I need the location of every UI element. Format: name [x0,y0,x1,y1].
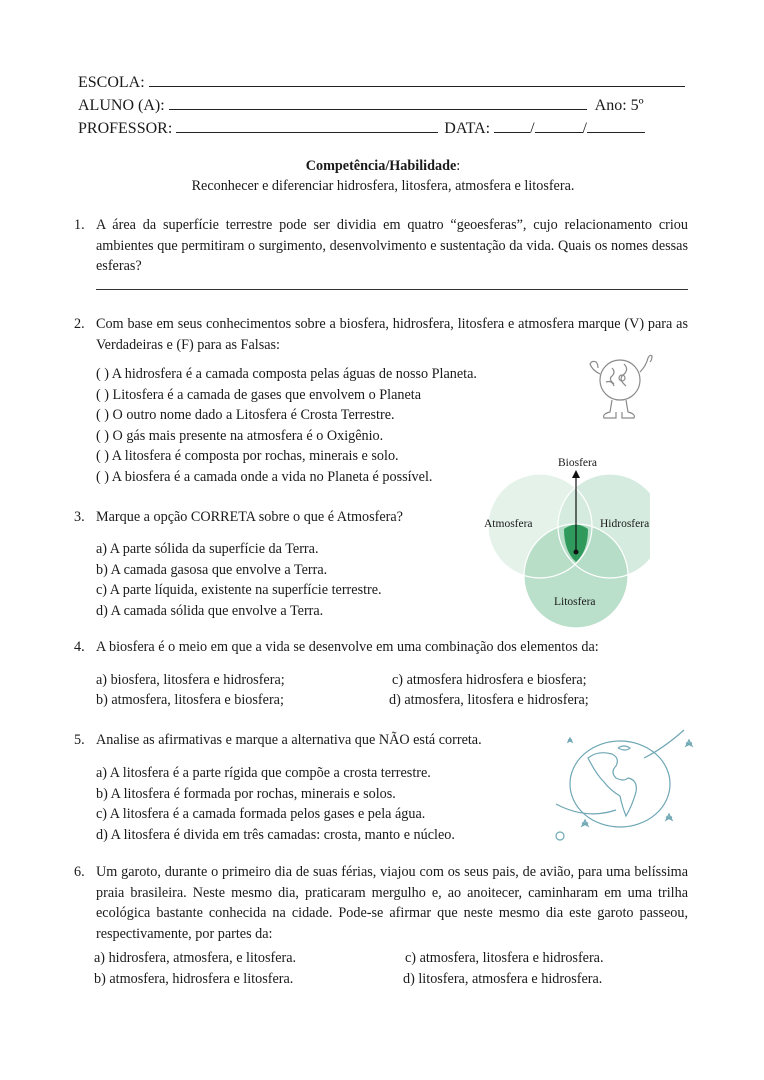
earth-globe-icon [548,728,708,848]
q2-text: Com base em seus conhecimentos sobre a biosfera, hidrosfera, litosfera e atmosfera marque (V) para as Verdadeiras e (F) para as Falsas: [96,316,688,353]
teacher-blank[interactable] [176,118,438,133]
q4-option-b[interactable]: b) atmosfera, litosfera e biosfera; [96,692,284,708]
geosphere-venn-diagram [480,456,650,636]
teacher-date-field [78,118,645,138]
cartoon-earth-icon [584,350,654,425]
q4-number: 4. [74,639,85,655]
diagram-label-atmosfera: Atmosfera [484,518,533,530]
q6-option-a[interactable]: a) hidrosfera, atmosfera, e litosfera. [94,950,297,966]
q5-option-a[interactable]: a) A litosfera é a parte rígida que compõe a crosta terrestre. [96,765,431,781]
q3-number: 3. [74,509,85,525]
q2-item[interactable]: ( ) Litosfera é a camada de gases que envolvem o Planeta [96,387,421,403]
q4-option-c[interactable]: c) atmosfera hidrosfera e biosfera; [392,672,587,688]
student-blank[interactable] [169,95,587,110]
q2-item[interactable]: ( ) A litosfera é composta por rochas, minerais e solo. [96,448,399,464]
school-label: ESCOLA: [78,74,145,91]
school-blank[interactable] [149,72,685,87]
q2-item[interactable]: ( ) O gás mais presente na atmosfera é o Oxigênio. [96,428,384,444]
q5-number: 5. [74,732,85,748]
q1-answer-line[interactable] [96,289,688,290]
q4-option-a[interactable]: a) biosfera, litosfera e hidrosfera; [96,672,285,688]
q5-option-b[interactable]: b) A litosfera é formada por rochas, minerais e solos. [96,786,396,802]
teacher-label: PROFESSOR: [78,120,173,137]
date-separator: / [582,120,587,137]
date-separator: / [530,120,535,137]
q2-item[interactable]: ( ) O outro nome dado a Litosfera é Crosta Terrestre. [96,407,395,423]
q6-number: 6. [74,864,85,880]
q5-text: Analise as afirmativas e marque a alternativa que NÃO está correta. [96,732,482,748]
q5-option-c[interactable]: c) A litosfera é a camada formada pelos gases e pela água. [96,806,426,822]
diagram-label-litosfera: Litosfera [554,596,596,608]
year-label: Ano: 5º [594,97,644,114]
q6-option-c[interactable]: c) atmosfera, litosfera e hidrosfera. [405,950,604,966]
q6-option-d[interactable]: d) litosfera, atmosfera e hidrosfera. [403,971,603,987]
q2-item[interactable]: ( ) A biosfera é a camada onde a vida no Planeta é possível. [96,469,433,485]
date-month-blank[interactable] [535,118,583,133]
q3-option-b[interactable]: b) A camada gasosa que envolve a Terra. [96,562,328,578]
q6-text: Um garoto, durante o primeiro dia de suas férias, viajou com os seus pais, de avião, para uma belíssima praia brasileira. Neste mesmo dia, praticaram mergulho e, ao anoitecer, caminharam em uma trilha ecológica bastante conhecida na cidade. Pode-se afirmar que neste mesmo dia este garoto passeou, respectivamente, por partes da: [96,864,688,942]
q2-number: 2. [74,316,85,332]
diagram-label-biosfera: Biosfera [558,457,597,469]
competence-title [78,156,688,177]
competence-title-text: Competência/Habilidade [305,158,457,174]
q6-option-b[interactable]: b) atmosfera, hidrosfera e litosfera. [94,971,294,987]
q3-option-d[interactable]: d) A camada sólida que envolve a Terra. [96,603,324,619]
q3-option-c[interactable]: c) A parte líquida, existente na superfície terrestre. [96,582,382,598]
competence-colon: : [456,158,461,174]
student-label: ALUNO (A): [78,97,165,114]
q3-text: Marque a opção CORRETA sobre o que é Atmosfera? [96,509,403,525]
date-label: DATA: [444,120,491,137]
student-field [78,95,644,115]
date-year-blank[interactable] [587,118,645,133]
diagram-label-hidrosfera: Hidrosfera [600,518,650,530]
q5-option-d[interactable]: d) A litosfera é divida em três camadas: crosta, manto e núcleo. [96,827,455,843]
date-day-blank[interactable] [494,118,530,133]
q3-option-a[interactable]: a) A parte sólida da superfície da Terra. [96,541,319,557]
q4-text: A biosfera é o meio em que a vida se desenvolve em uma combinação dos elementos da: [96,639,599,655]
q1-number: 1. [74,217,85,233]
q2-item[interactable]: ( ) A hidrosfera é a camada composta pelas águas de nosso Planeta. [96,366,477,382]
q1-text: A área da superfície terrestre pode ser dividia em quatro “geoesferas”, cujo relacionamento criou ambientes que permitiram o surgimento, desenvolvimento e sustentação da vida. Quais os nomes dessas esferas? [96,217,688,274]
q4-option-d[interactable]: d) atmosfera, litosfera e hidrosfera; [389,692,589,708]
competence-text: Reconhecer e diferenciar hidrosfera, litosfera, atmosfera e litosfera. [191,178,575,194]
school-field [78,72,685,92]
